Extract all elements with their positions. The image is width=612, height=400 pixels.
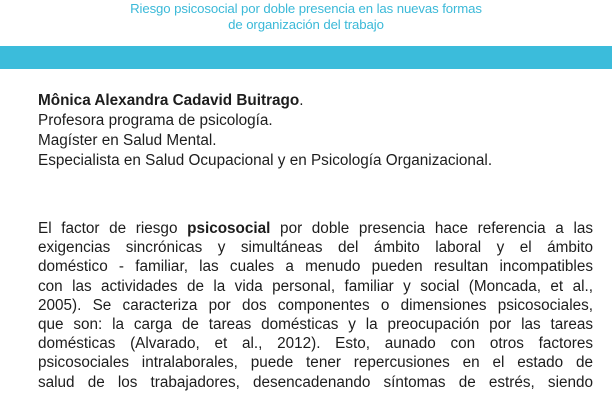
body-line: 2005). Se caracteriza por dos componentes o dimensiones psicosociales, bbox=[38, 296, 593, 314]
body-line: domésticas (Alvarado, et al., 2012). Esto, aunado con otros factores bbox=[38, 335, 593, 353]
body-line: salud de los trabajadores, desencadenando síntomas de estrés, siendo bbox=[38, 373, 593, 391]
body-line: psicosociales intralaborales, puede tener repercusiones en el estado de bbox=[38, 354, 593, 372]
author-block bbox=[38, 91, 598, 171]
body-line: exigencias sincrónicas y simultáneas del ámbito laboral y el ámbito bbox=[38, 239, 593, 257]
author-name-suffix: . bbox=[299, 92, 304, 109]
page-header bbox=[0, 0, 612, 46]
author-credential: Magíster en Salud Mental. bbox=[38, 132, 217, 149]
header-accent-band bbox=[0, 46, 612, 69]
body-line: doméstico - familiar, las cuales a menudo pueden resultan incompatibles bbox=[38, 258, 593, 276]
author-name: Mônica Alexandra Cadavid Buitrago bbox=[38, 92, 300, 109]
author-credential: Especialista en Salud Ocupacional y en Psicología Organizacional. bbox=[38, 152, 493, 169]
body-text-segment: por doble presencia hace referencia a las bbox=[270, 220, 593, 237]
header-title-line-1: Riesgo psicosocial por doble presencia en las nuevas formas bbox=[130, 1, 482, 16]
body-line: con las actividades de la vida personal, familiar y social (Moncada, et al., bbox=[38, 277, 593, 295]
body-line: que son: la carga de tareas domésticas y la preocupación por las tareas bbox=[38, 315, 593, 333]
author-credential: Profesora programa de psicología. bbox=[38, 112, 273, 129]
header-title-line-2: de organización del trabajo bbox=[228, 17, 384, 32]
body-keyword: psicosocial bbox=[187, 220, 271, 237]
body-line bbox=[38, 219, 593, 238]
body-text-segment: El factor de riesgo bbox=[38, 220, 188, 237]
author-name-line bbox=[38, 91, 598, 111]
body-paragraph bbox=[38, 219, 593, 392]
